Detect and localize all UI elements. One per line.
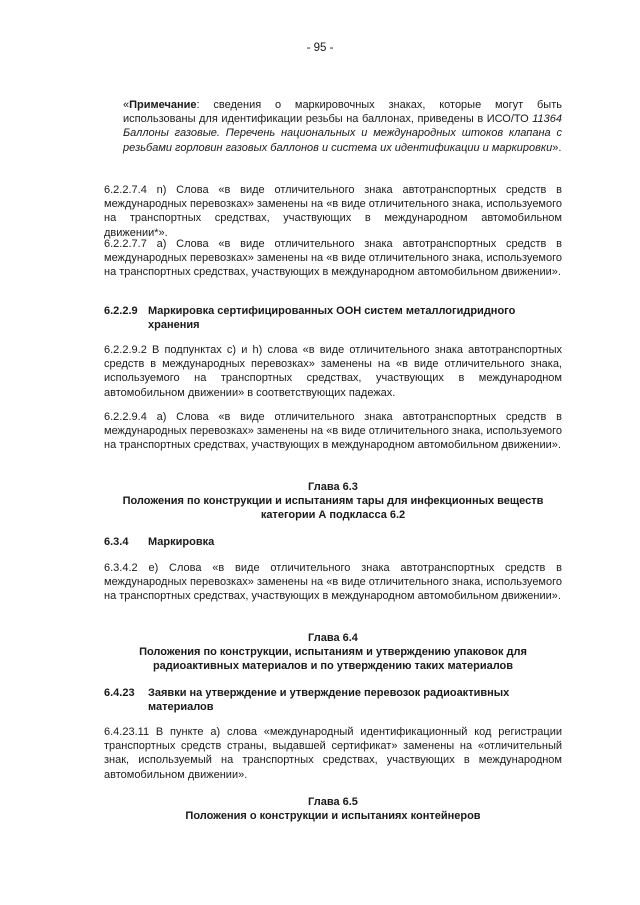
chapter-6-3 <box>104 480 562 523</box>
page-number: - 95 - <box>306 42 334 54</box>
heading-number: 6.4.23 <box>104 687 135 699</box>
paragraph-6-4-23-11: 6.4.23.11 В пункте а) слова «международный идентификационный код регистрации транспортных средств страны, выдавшей сертификат» заменены на «отличительный знак, используемый на транспортных средствах, участвующих в международном автомобильном движении». <box>104 726 562 781</box>
heading-text: Маркировка <box>148 536 215 548</box>
note-italic-text: 11364 Баллоны газовые. Перечень национальных и международных штоков клапана с резьбами горловин газовых баллонов и система их идентификации и маркировки <box>123 113 562 154</box>
note-label: Примечание <box>129 99 197 111</box>
heading-text: Маркировка сертифицированных ООН систем металлогидридного хранения <box>148 305 516 332</box>
heading-text: Заявки на утверждение и утверждение перевозок радиоактивных материалов <box>148 687 510 714</box>
paragraph-6-2-2-9-4: 6.2.2.9.4 а) Слова «в виде отличительного знака автотранспортных средств в международных перевозках» заменены на «в виде отличительного знака, используемого на транспортных средствах, участвующих в международном автомобильном движении». <box>104 411 562 452</box>
chapter-title: Глава 6.5 <box>308 796 358 808</box>
note-paragraph <box>123 98 562 155</box>
chapter-subtitle: Положения по конструкции и испытаниям тары для инфекционных веществ категории А подкласса 6.2 <box>122 495 544 522</box>
chapter-subtitle: Положения о конструкции и испытаниях контейнеров <box>185 810 481 823</box>
chapter-title: Глава 6.4 <box>308 632 358 644</box>
note-open-quote: « <box>123 99 130 111</box>
chapter-subtitle: Положения по конструкции, испытаниям и утверждению упаковок для радиоактивных материалов и по утверждению таких материалов <box>139 646 527 673</box>
note-text: : сведения о маркировочных знаках, которые могут быть использованы для идентификации резьбы на баллонах, приведены в ИСО/ТО <box>123 99 562 126</box>
chapter-6-5 <box>104 795 562 823</box>
paragraph-6-2-2-7-4: 6.2.2.7.4 n) Слова «в виде отличительного знака автотранспортных средств в международных перевозках» заменены на «в виде отличительного знака, используемого на транспортных средствах, участвующих в международном автомобильном движении*». <box>104 184 562 239</box>
heading-number: 6.3.4 <box>104 536 129 548</box>
heading-number: 6.2.2.9 <box>104 305 138 317</box>
paragraph-6-3-4-2: 6.3.4.2 e) Слова «в виде отличительного знака автотранспортных средств в международных перевозках» заменены на «в виде отличительного знака, используемого на транспортных средствах, участвующих в международном автомобильном движении». <box>104 562 562 603</box>
chapter-6-4 <box>104 631 562 674</box>
chapter-title: Глава 6.3 <box>308 481 358 493</box>
paragraph-6-2-2-9-2: 6.2.2.9.2 В подпунктах c) и h) слова «в виде отличительного знака автотранспортных средств в международных перевозках» заменены на «в виде отличительного знака, используемого на транспортных средствах, участвующих в международном автомобильном движении» в соответствующих падежах. <box>104 344 562 399</box>
note-close: ». <box>552 141 562 154</box>
paragraph-6-2-2-7-7: 6.2.2.7.7 а) Слова «в виде отличительного знака автотранспортных средств в международных перевозках» заменены на «в виде отличительного знака, используемого на транспортных средствах, участвующих в международном автомобильном движении». <box>104 238 562 279</box>
